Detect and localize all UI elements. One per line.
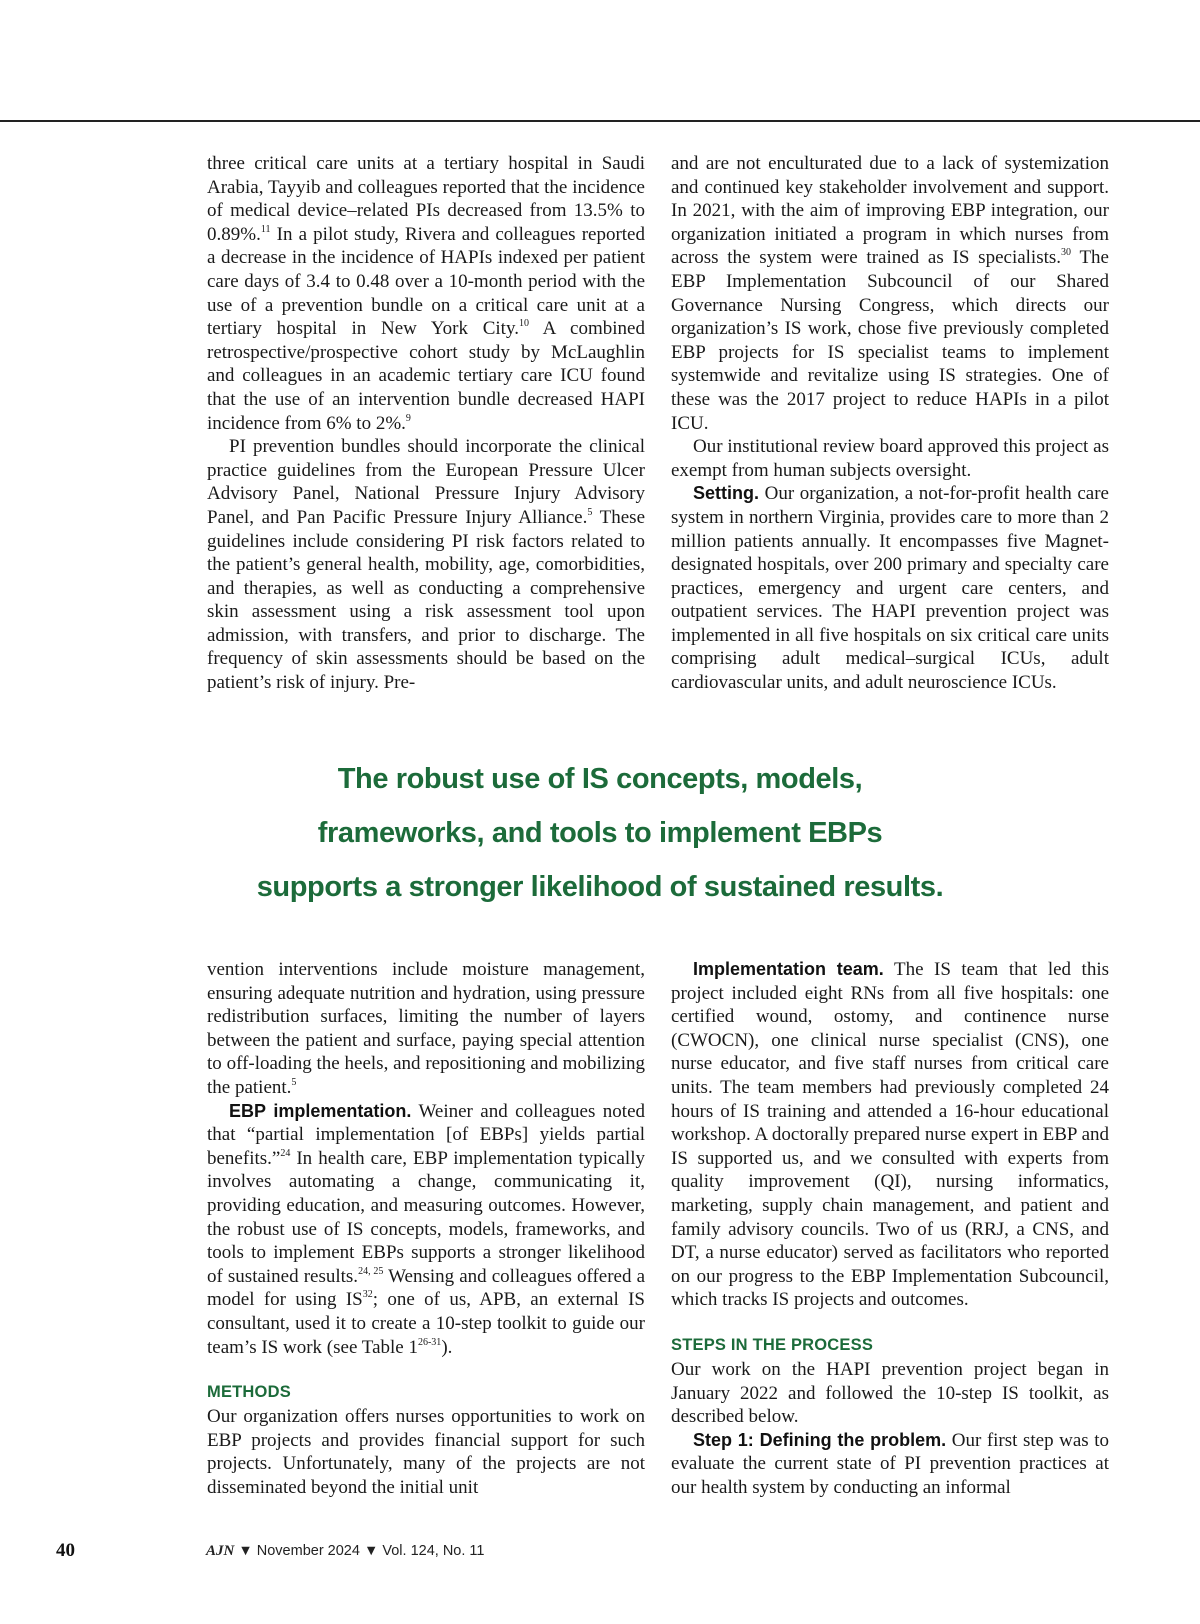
issue-date: November 2024 — [256, 1543, 360, 1559]
column-top-right — [671, 152, 1109, 695]
volume-issue: Vol. 124, No. 11 — [382, 1543, 485, 1559]
pull-quote-line: supports a stronger likelihood of sustained results. — [256, 871, 944, 903]
running-footer — [206, 1543, 484, 1560]
column-bottom-right — [671, 958, 1109, 1499]
paragraph: three critical care units at a tertiary hospital in Saudi Arabia, Tayyib and colleagues reported that the incidence of medical device–related PIs decreased from 13.5% to 0.89%.$^{11}$ In a pilot study, Rivera and colleagues reported a decrease in the incidence of HAPIs indexed per patient care days of 3.4 to 0.48 over a 10-month period with the use of a prevention bundle on a critical care unit at a tertiary hospital in New York City.$^{10}$ A combined retrospective/prospective cohort study by McLaughlin and colleagues in an academic tertiary care ICU found that the use of an intervention bundle decreased HAPI incidence from 6% to 2%.$^9$ — [207, 153, 645, 434]
section-heading-methods: METHODS — [207, 1383, 291, 1402]
paragraph: Implementation team. The IS team that led this project included eight RNs from all five hospitals: one certified wound, ostomy, and continence nurse (CWOCN), one clinical nurse specialist (CNS), one nurse educator, and five staff nurses from critical care units. The team members had previously completed 24 hours of IS training and attended a 16-hour educational workshop. A doctorally prepared nurse expert in EBP and IS supported us, and we consulted with experts from quality improvement (QI), nursing informatics, marketing, supply chain management, and patient and family advisory councils. Two of us (RRJ, a CNS, and DT, a nurse educator) served as facilitators who reported on our progress to the EBP Implementation Subcouncil, which tracks IS projects and outcomes. — [671, 959, 1109, 1311]
run-in-heading: Step 1: Defining the problem. — [693, 1429, 947, 1450]
paragraph: and are not enculturated due to a lack of systemization and continued key stakeholder involvement and support. In 2021, with the aim of improving EBP integration, our organization initiated a program in which nurses from across the system were trained as IS specialists.$^{30}$ The EBP Implementation Subcouncil of our Shared Governance Nursing Congress, which directs our organization’s IS work, chose five previously completed EBP projects for IS specialist teams to implement systemwide and revitalize using IS strategies. One of these was the 2017 project to reduce HAPIs in a pilot ICU. — [671, 153, 1109, 434]
pull-quote-line: The robust use of IS concepts, models, — [337, 763, 863, 795]
run-in-heading: Setting. — [693, 483, 759, 504]
citation: 30 — [1061, 247, 1072, 259]
paragraph: EBP implementation. Weiner and colleagues noted that “partial implementation [of EBPs] yields partial benefits.”$^{24}$ In health care, EBP implementation typically involves automating a change, communicating it, providing education, and measuring outcomes. However, the robust use of IS concepts, models, frameworks, and tools to implement EBPs supports a stronger likelihood of sustained results.$^{24, 25}$ Wensing and colleagues offered a model for using IS$^{32}$; one of us, APB, an external IS consultant, used it to create a 10-step toolkit to guide our team’s IS work (see Table 1$^{26-31}$). — [207, 1100, 646, 1358]
paragraph: Our organization offers nurses opportunities to work on EBP projects and provides financial support for such projects. Unfortunately, many of the projects are not disseminated beyond the initial unit — [207, 1406, 645, 1498]
citation: 26-31 — [417, 1336, 442, 1348]
citation: 10 — [518, 318, 529, 330]
header-rule — [0, 120, 1200, 122]
paragraph: PI prevention bundles should incorporate the clinical practice guidelines from the European Pressure Ulcer Advisory Panel, National Pressure Injury Advisory Panel, and Pan Pacific Pressure Injury Alliance.$^5$ These guidelines include considering PI risk factors related to the patient’s general health, mobility, age, comorbidities, and therapies, as well as conducting a comprehensive skin assessment using a risk assessment tool upon admission, with transfers, and prior to discharge. The frequency of skin assessments should be based on the patient’s risk of injury. Pre- — [207, 436, 646, 694]
paragraph: vention interventions include moisture management, ensuring adequate nutrition and hydration, using pressure redistribution surfaces, limiting the number of layers between the patient and surface, paying special attention to off-loading the heels, and repositioning and mobilizing the patient.$^5$ — [207, 959, 645, 1098]
paragraph: Our work on the HAPI prevention project began in January 2022 and followed the 10-step IS toolkit, as described below. — [671, 1358, 1109, 1428]
citation: 32 — [362, 1289, 373, 1301]
paragraph: Our institutional review board approved this project as exempt from human subjects oversight. — [671, 436, 1109, 481]
run-in-heading: Implementation team. — [693, 959, 884, 979]
section-heading-steps: STEPS IN THE PROCESS — [671, 1335, 874, 1354]
triangle-separator-icon: ▼ — [238, 1543, 253, 1559]
column-top-left — [207, 152, 645, 695]
run-in-heading: EBP implementation. — [229, 1100, 412, 1121]
column-bottom-left — [207, 958, 645, 1499]
citation: 9 — [405, 412, 411, 424]
pull-quote — [220, 752, 980, 914]
citation: 11 — [260, 223, 271, 235]
paragraph: Setting. Our organization, a not-for-profit health care system in northern Virginia, provides care to more than 2 million patients annually. It encompasses five Magnet-designated hospitals, over 200 primary and specialty care practices, emergency and urgent care centers, and outpatient services. The HAPI prevention project was implemented in all five hospitals on six critical care units comprising adult medical–surgical ICUs, adult cardiovascular units, and adult neuroscience ICUs. — [671, 483, 1109, 694]
triangle-separator-icon: ▼ — [363, 1543, 379, 1559]
page-number: 40 — [56, 1540, 75, 1561]
citation: 5 — [291, 1076, 297, 1088]
citation: 24, 25 — [358, 1265, 384, 1277]
paragraph: Step 1: Defining the problem. Our first step was to evaluate the current state of PI prevention practices at our health system by conducting an informal — [671, 1429, 1109, 1498]
citation: 24 — [280, 1147, 291, 1159]
pull-quote-line: frameworks, and tools to implement EBPs — [317, 817, 883, 849]
journal-name: AJN — [206, 1543, 235, 1559]
citation: 5 — [587, 506, 593, 518]
